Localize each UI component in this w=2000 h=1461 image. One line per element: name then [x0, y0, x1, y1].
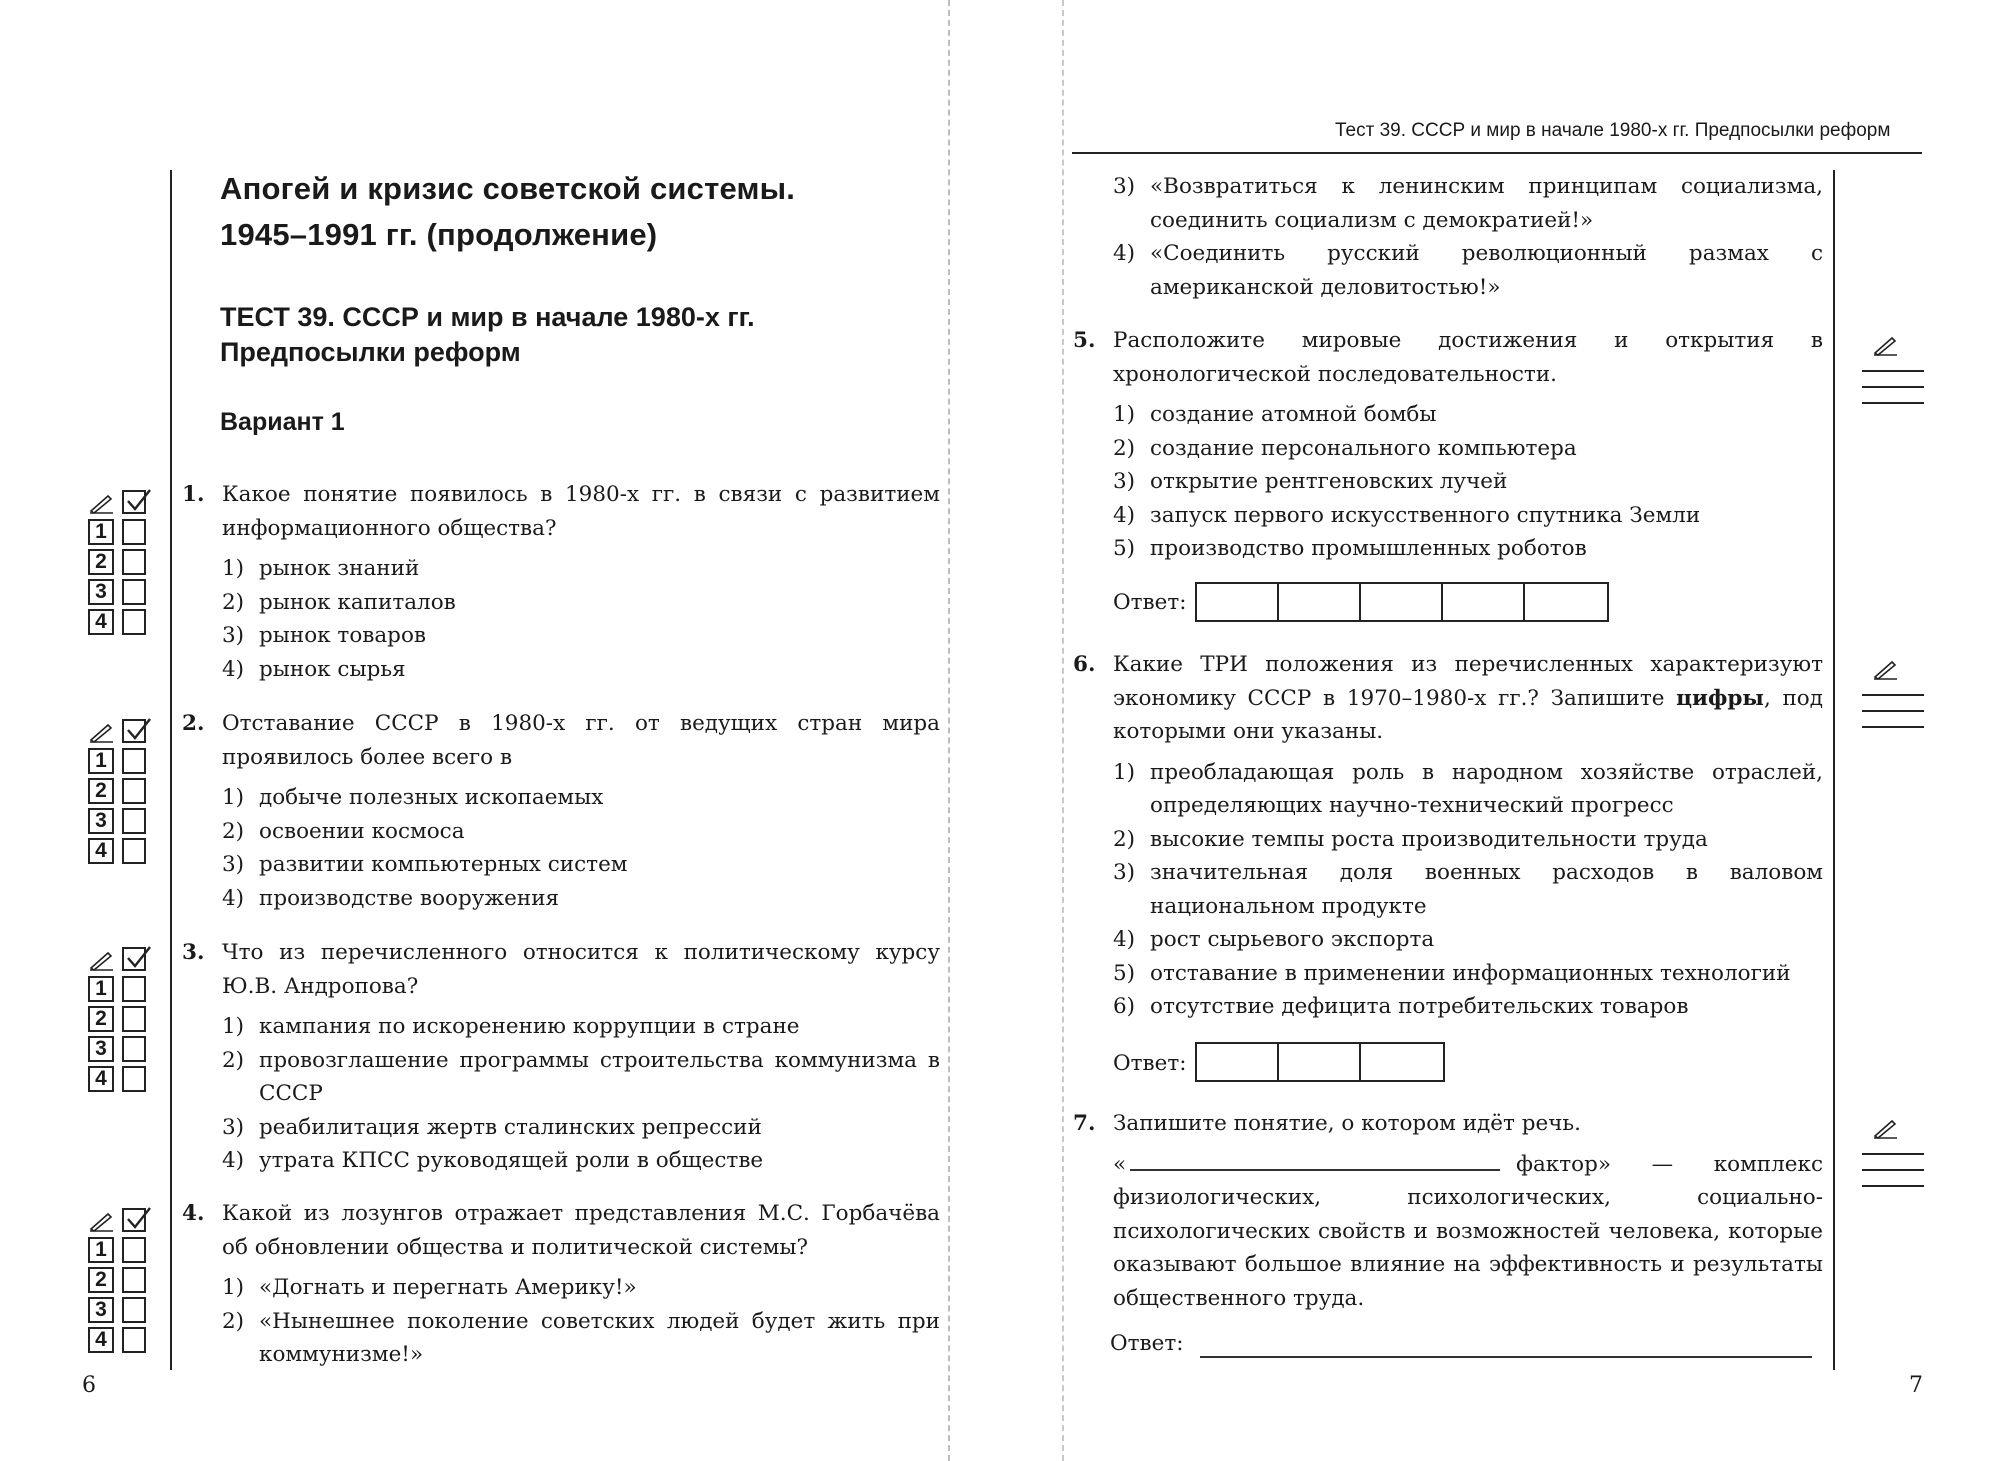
- question-number: 4.: [182, 1201, 205, 1226]
- question-2: [182, 707, 940, 915]
- question-text: Запишите понятие, о котором идёт речь.: [1113, 1111, 1581, 1136]
- answer-cell[interactable]: [1279, 584, 1361, 620]
- variant-label: Вариант 1: [220, 408, 345, 436]
- option: 3) реабилитация жертв сталинских репрессий: [222, 1114, 762, 1140]
- option: 2) высокие темпы роста производительности труда: [1113, 826, 1708, 852]
- grid-number: 4: [88, 1066, 114, 1092]
- pencil-icon: [88, 1210, 114, 1232]
- pencil-icon: [1872, 658, 1898, 680]
- answer-box[interactable]: [122, 808, 146, 834]
- answer-box[interactable]: [122, 778, 146, 804]
- option: 4) рынок сырья: [222, 656, 406, 682]
- option: 4) утрата КПСС руководящей роли в обществе: [222, 1148, 764, 1173]
- answer-cells-q5[interactable]: [1195, 582, 1609, 622]
- grid-number: 2: [88, 778, 114, 804]
- answer-box[interactable]: [122, 976, 146, 1002]
- option: 4) рост сырьевого экспорта: [1113, 927, 1435, 952]
- question-number: 2.: [182, 711, 205, 736]
- answer-grid-q2: [86, 717, 150, 867]
- option: 3) развитии компьютерных систем: [222, 852, 628, 877]
- grid-number: 3: [88, 1036, 114, 1062]
- answer-line-q7[interactable]: [1200, 1356, 1812, 1358]
- grid-number: 1: [88, 519, 114, 545]
- question-number: 1.: [182, 482, 205, 507]
- answer-box[interactable]: [122, 1006, 146, 1032]
- pencil-icon: [1872, 334, 1898, 356]
- grid-number: 4: [88, 609, 114, 635]
- answer-cell[interactable]: [1361, 584, 1443, 620]
- grid-number: 2: [88, 1267, 114, 1293]
- answer-box[interactable]: [122, 549, 146, 575]
- answer-cells-q6[interactable]: [1195, 1042, 1445, 1082]
- option: 3) рынок товаров: [222, 623, 426, 648]
- answer-box[interactable]: [122, 579, 146, 605]
- option: 5) отставание в применении информационных технологий: [1113, 960, 1791, 986]
- test-title-line2: Предпосылки реформ: [220, 337, 521, 367]
- grid-number: 2: [88, 549, 114, 575]
- grid-number: 3: [88, 579, 114, 605]
- option: 2) освоении космоса: [222, 818, 465, 844]
- answer-cell[interactable]: [1279, 1044, 1361, 1080]
- page-fold-inner: [1062, 0, 1064, 1461]
- grid-number: 3: [88, 1297, 114, 1323]
- chapter-title: [220, 166, 795, 258]
- answer-cell[interactable]: [1197, 584, 1279, 620]
- question-7: [1073, 1107, 1823, 1315]
- question-number: 6.: [1073, 652, 1096, 677]
- option: 4) запуск первого искусственного спутника Земли: [1113, 502, 1701, 528]
- grid-number: 1: [88, 976, 114, 1002]
- checkbox-icon: [122, 490, 146, 514]
- option: 1) преобладающая роль в народном хозяйстве отраслей, определяющих научно-технический прогресс: [1113, 759, 1823, 818]
- answer-box[interactable]: [122, 1297, 146, 1323]
- grid-number: 4: [88, 838, 114, 864]
- option: 6) отсутствие дефицита потребительских товаров: [1113, 994, 1689, 1019]
- question-text: Расположите мировые достижения и открытия в хронологической последовательности.: [1113, 328, 1823, 387]
- pencil-icon: [88, 949, 114, 971]
- option: 2) «Нынешнее поколение советских людей будет жить при коммунизме!»: [222, 1308, 940, 1367]
- pencil-icon: [88, 492, 114, 514]
- option: 3) «Возвратиться к ленинским принципам социализма, соединить социализм с демократией!»: [1113, 174, 1823, 233]
- answer-box[interactable]: [122, 1327, 146, 1353]
- option: 5) производство промышленных роботов: [1113, 536, 1587, 561]
- answer-grid-q1: [86, 488, 150, 638]
- option: 4) «Соединить русский революционный размах с американской деловитостью!»: [1113, 241, 1823, 300]
- option: 1) добыче полезных ископаемых: [222, 785, 604, 810]
- question-6: [1073, 648, 1823, 1024]
- question-number: 3.: [182, 940, 205, 965]
- answer-grid-q4: [86, 1206, 150, 1356]
- option: 3) открытие рентгеновских лучей: [1113, 469, 1508, 494]
- checkbox-icon: [122, 1208, 146, 1232]
- answer-box[interactable]: [122, 1036, 146, 1062]
- chapter-title-line1: Апогей и кризис советской системы.: [220, 171, 796, 206]
- pencil-icon: [88, 721, 114, 743]
- question-text: Какие ТРИ положения из перечисленных характеризуют экономику СССР в 1970–1980-х гг.? Запишите цифры, под которыми они указаны.: [1113, 652, 1823, 744]
- question-1: [182, 478, 940, 686]
- test-title: [220, 300, 755, 370]
- question-4: [182, 1197, 940, 1372]
- definition-text: « фактор» — комплекс физиологических, психологических, социально-психологических свойств и возможностей человека, которые оказывают большое влияние на эффективность и результаты общественного труда.: [1113, 1148, 1823, 1316]
- blank-field[interactable]: [1130, 1149, 1500, 1171]
- option: 1) рынок знаний: [222, 556, 420, 581]
- answer-cell[interactable]: [1525, 584, 1607, 620]
- question-text: Отставание СССР в 1980-х гг. от ведущих стран мира проявилось более всего в: [222, 711, 940, 770]
- checkbox-icon: [122, 719, 146, 743]
- pencil-icon: [1872, 1117, 1898, 1139]
- running-head: Тест 39. СССР и мир в начале 1980-х гг. Предпосылки реформ: [1335, 120, 1891, 141]
- answer-label-q6: Ответ:: [1113, 1051, 1187, 1076]
- answer-cell[interactable]: [1197, 1044, 1279, 1080]
- option: 1) «Догнать и перегнать Америку!»: [222, 1275, 637, 1300]
- option: 4) производстве вооружения: [222, 885, 560, 911]
- question-5: [1073, 324, 1823, 566]
- question-4-continued: [1113, 170, 1823, 304]
- grid-number: 4: [88, 1327, 114, 1353]
- question-number: 5.: [1073, 328, 1096, 353]
- answer-box[interactable]: [122, 609, 146, 635]
- right-margin-rule: [1833, 170, 1835, 1370]
- answer-box[interactable]: [122, 1237, 146, 1263]
- question-3: [182, 936, 940, 1178]
- page-number-left: 6: [82, 1373, 96, 1398]
- answer-box[interactable]: [122, 748, 146, 774]
- question-text: Какое понятие появилось в 1980-х гг. в связи с развитием информационного общества?: [222, 482, 940, 541]
- option: 1) кампания по искоренению коррупции в стране: [222, 1014, 800, 1039]
- answer-label-q7: Ответ:: [1110, 1331, 1184, 1356]
- option: 2) рынок капиталов: [222, 589, 456, 615]
- option: 3) значительная доля военных расходов в валовом национальном продукте: [1113, 860, 1823, 919]
- question-text: Что из перечисленного относится к политическому курсу Ю.В. Андропова?: [222, 940, 940, 999]
- grid-number: 2: [88, 1006, 114, 1032]
- question-number: 7.: [1073, 1111, 1096, 1136]
- answer-box[interactable]: [122, 838, 146, 864]
- page-number-right: 7: [1909, 1373, 1923, 1398]
- chapter-title-line2: 1945–1991 гг. (продолжение): [220, 217, 658, 252]
- question-text: Какой из лозунгов отражает представления М.С. Горбачёва об обновлении общества и политической системы?: [222, 1201, 940, 1260]
- test-title-line1: ТЕСТ 39. СССР и мир в начале 1980-х гг.: [220, 302, 755, 332]
- option: 1) создание атомной бомбы: [1113, 402, 1437, 427]
- option: 2) создание персонального компьютера: [1113, 435, 1577, 461]
- running-head-rule: [1072, 152, 1922, 154]
- answer-label-q5: Ответ:: [1113, 590, 1187, 615]
- answer-cell[interactable]: [1443, 584, 1525, 620]
- answer-box[interactable]: [122, 519, 146, 545]
- answer-box[interactable]: [122, 1066, 146, 1092]
- grid-number: 1: [88, 748, 114, 774]
- answer-grid-q3: [86, 945, 150, 1095]
- left-margin-rule: [170, 170, 172, 1370]
- answer-box[interactable]: [122, 1267, 146, 1293]
- answer-cell[interactable]: [1361, 1044, 1443, 1080]
- grid-number: 1: [88, 1237, 114, 1263]
- option: 2) провозглашение программы строительства коммунизма в СССР: [222, 1047, 940, 1106]
- grid-number: 3: [88, 808, 114, 834]
- page-fold: [948, 0, 950, 1461]
- checkbox-icon: [122, 947, 146, 971]
